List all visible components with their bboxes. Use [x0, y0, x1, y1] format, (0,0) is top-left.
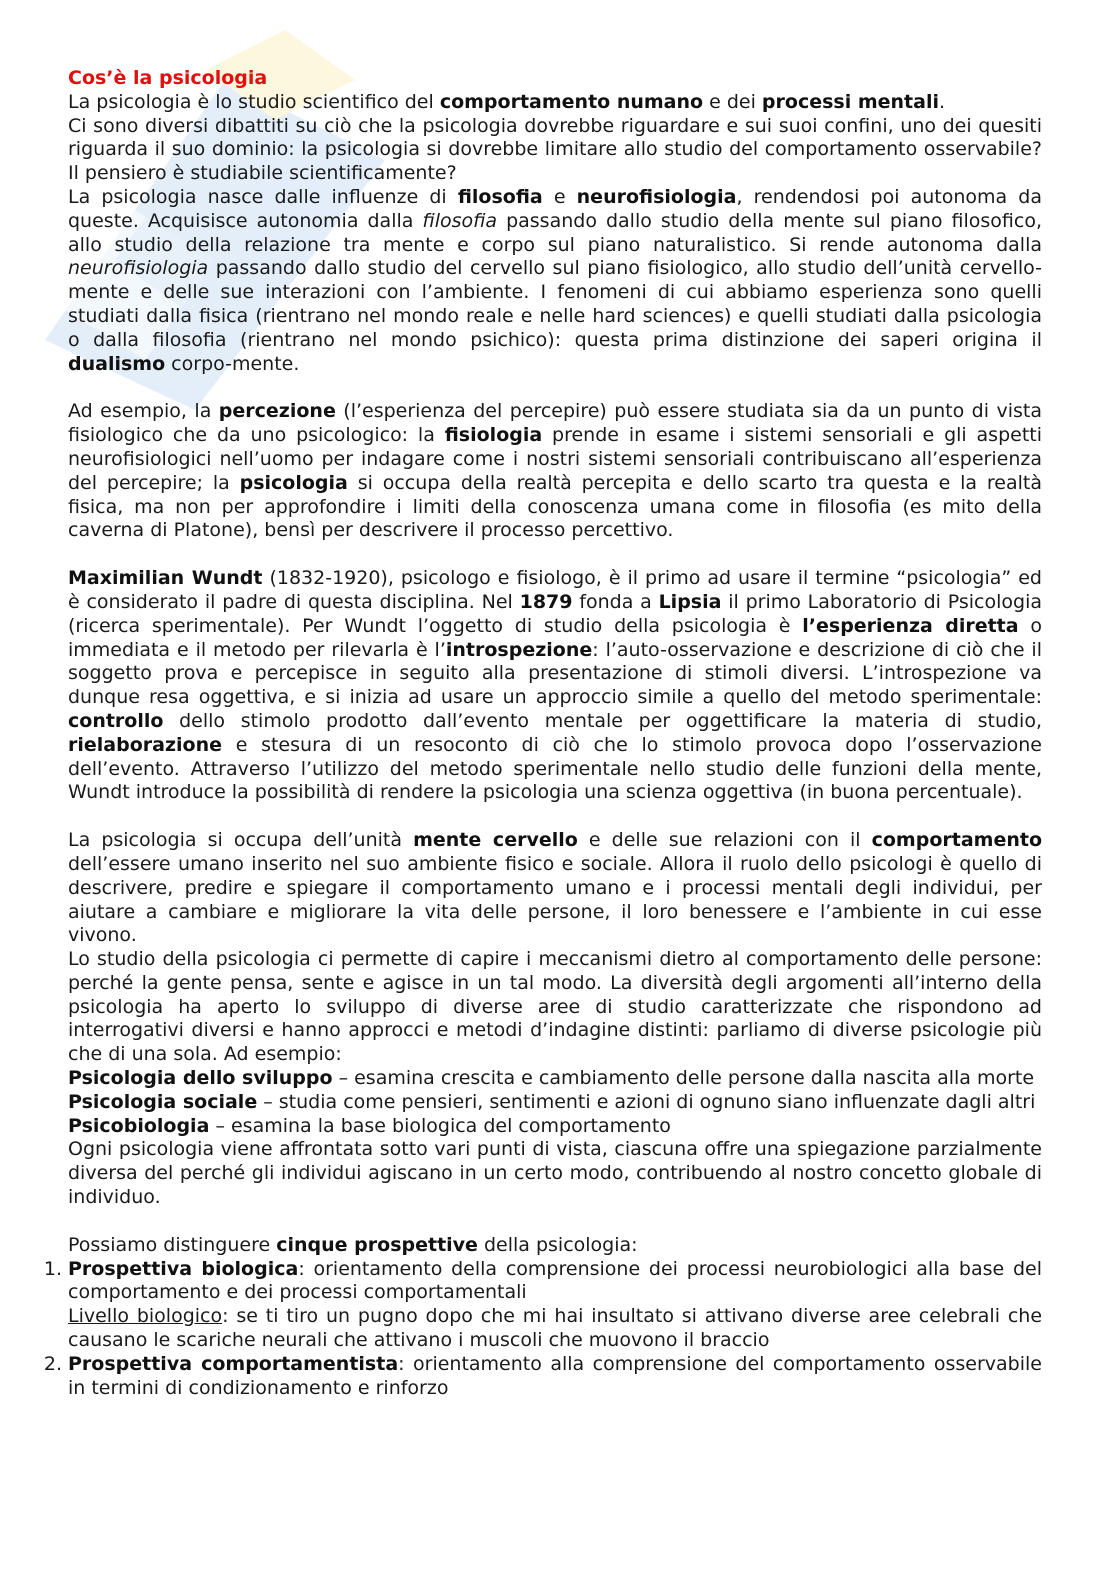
- paragraph-viewpoints: Ogni psicologia viene affrontata sotto vari punti di vista, ciascuna offre una spiegazione parzialmente diversa del perché gli individui agiscano in un certo modo, contribuendo al nostro concetto globale di individuo.: [68, 1138, 1042, 1209]
- list-item: 1. Prospettiva biologica: orientamento della comprensione dei processi neurobiologici alla base del comportamento e dei processi comportamentali Livello biologico: se ti tiro un pugno dopo che mi hai insultato si attivano diverse aree celebrali che causano le scariche neurali che attivano i muscoli che muovono il braccio: [68, 1258, 1042, 1353]
- page-title: Cos’è la psicologia: [68, 67, 268, 89]
- paragraph-origins: La psicologia nasce dalle influenze di filosofia e neurofisiologia, rendendosi poi autonoma da queste. Acquisisce autonomia dalla filosofia passando dallo studio della mente sul piano filosofico, allo studio della relazione tra mente e corpo sul piano naturalistico. Si rende autonoma dalla neurofisiologia passando dallo studio del cervello sul piano fisiologico, allo studio dell’unità cervello-mente e delle sue interazioni con l’ambiente. I fenomeni di cui abbiamo esperienza sono quelli studiati dalla fisica (rientrano nel mondo reale e nelle hard sciences) e quelli studiati dalla psicologia o dalla filosofia (rientrano nel mondo psichico): questa prima distinzione dei saperi origina il dualismo corpo-mente.: [68, 185, 1042, 375]
- paragraph-definition: La psicologia è lo studio scientifico del comportamento numano e dei processi mentali.: [68, 90, 946, 113]
- paragraph-perception: Ad esempio, la percezione (l’esperienza del percepire) può essere studiata sia da un punto di vista fisiologico che da uno psicologico: la fisiologia prende in esame i sistemi sensoriali e gli aspetti neurofisiologici nell’uomo per indagare come i nostri sistemi sensoriali contribuiscano all’esperienza del percepire; la psicologia si occupa della realtà percepita e dello scarto tra questa e la realtà fisica, ma non per approfondire i limiti della conoscenza umana come in filosofia (es mito della caverna di Platone), bensì per descrivere il processo percettivo.: [68, 400, 1043, 542]
- list-number: 2.: [43, 1352, 62, 1375]
- list-number: 1.: [43, 1257, 62, 1280]
- list-item: 2. Prospettiva comportamentista: orientamento alla comprensione del comportamento osservabile in termini di condizionamento e rinforzo: [68, 1353, 1042, 1401]
- paragraph-study-areas: Lo studio della psicologia ci permette di capire i meccanismi dietro al comportamento delle persone: perché la gente pensa, sente e agisce in un tal modo. La diversità degli argomenti all’interno della psicologia ha aperto lo sviluppo di diverse aree di studio caratterizzate che rispondono ad interrogativi diversi e hanno approcci e metodi d’indagine distinti: parliamo di diverse psicologie più che di una sola. Ad esempio:: [68, 948, 1042, 1066]
- paragraph-wundt: Maximilian Wundt (1832-1920), psicologo e fisiologo, è il primo ad usare il termine “psicologia” ed è considerato il padre di questa disciplina. Nel 1879 fonda a Lipsia il primo Laboratorio di Psicologia (ricerca sperimentale). Per Wundt l’oggetto di studio della psicologia è l’esperienza diretta o immediata e il metodo per rilevarla è l’introspezione: l’auto-osservazione e descrizione di ciò che il soggetto prova e percepisce in seguito alla presentazione di stimoli diversi. L’introspezione va dunque resa oggettiva, e si inizia ad usare un approccio simile a quello del metodo sperimentale: controllo dello stimolo prodotto dall’evento mentale per oggettificare la materia di studio, rielaborazione e stesura di un resoconto di ciò che lo stimolo provoca dopo l’osservazione dell’evento. Attraverso l’utilizzo del metodo sperimentale nello studio delle funzioni della mente, Wundt introduce la possibilità di rendere la psicologia una scienza oggettiva (in buona percentuale).: [68, 567, 1043, 804]
- document-body: [43, 67, 1043, 1400]
- area-item: Psicobiologia – esamina la base biologica del comportamento: [68, 1114, 671, 1137]
- paragraph-perspectives-intro: Possiamo distinguere cinque prospettive della psicologia:: [68, 1233, 638, 1256]
- paragraph-mind-brain: La psicologia si occupa dell’unità mente cervello e delle sue relazioni con il comportamento dell’essere umano inserito nel suo ambiente fisico e sociale. Allora il ruolo dello psicologi è quello di descrivere, predire e spiegare il comportamento umano e i processi mentali degli individui, per aiutare a cambiare e migliorare la vita delle persone, il loro benessere e l’ambiente in cui esse vivono.: [68, 829, 1042, 947]
- area-item: Psicologia dello sviluppo – esamina crescita e cambiamento delle persone dalla nascita alla morte: [68, 1067, 1035, 1090]
- paragraph-debate: Ci sono diversi dibattiti su ciò che la psicologia dovrebbe riguardare e sui suoi confini, uno dei quesiti riguarda il suo dominio: la psicologia si dovrebbe limitare allo studio del comportamento osservabile? Il pensiero è studiabile scientificamente?: [68, 114, 1042, 185]
- area-item: Psicologia sociale – studia come pensieri, sentimenti e azioni di ognuno siano influenzate dagli altri: [68, 1090, 1036, 1113]
- list-subitem: Livello biologico: se ti tiro un pugno dopo che mi hai insultato si attivano diverse aree celebrali che causano le scariche neurali che attivano i muscoli che muovono il braccio: [68, 1305, 1043, 1352]
